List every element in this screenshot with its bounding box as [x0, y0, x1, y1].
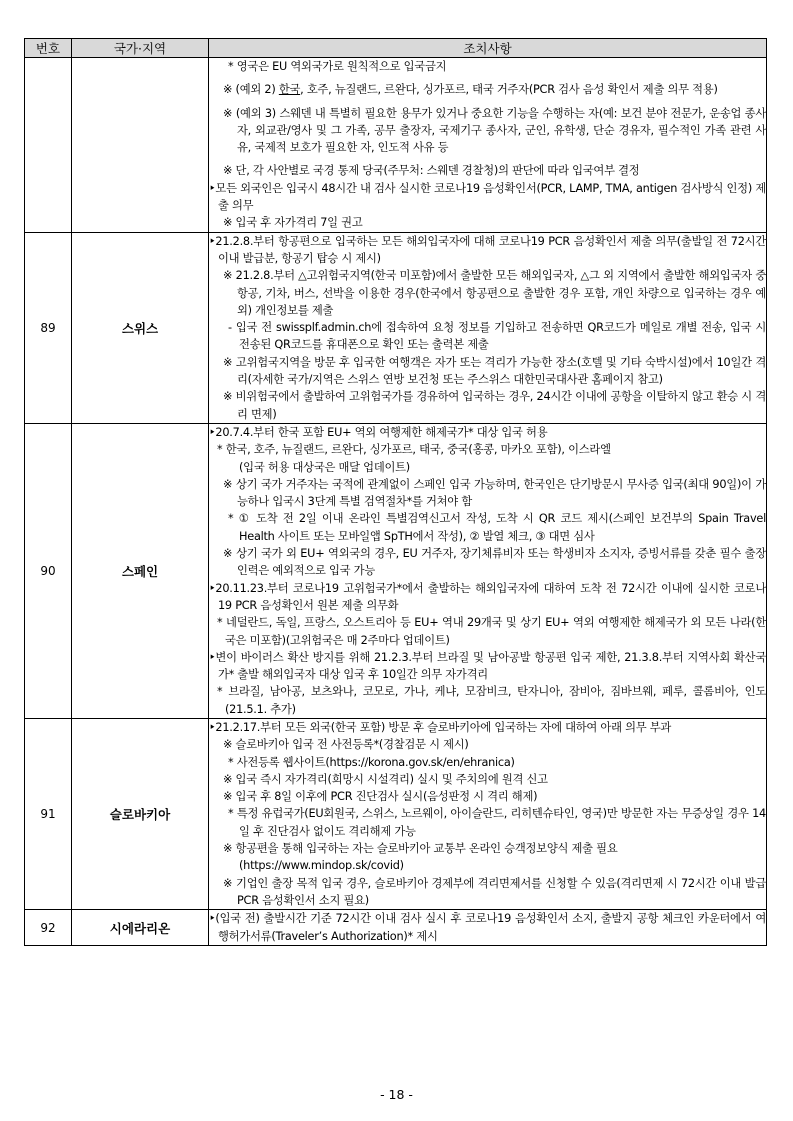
measure-text: ※ (예외 2): [223, 83, 279, 97]
measure-line: ※ 입국 후 8일 이후에 PCR 진단검사 실시(음성판정 시 격리 해제): [223, 790, 538, 804]
row-measures: [209, 718, 767, 909]
measure-line: ※ 21.2.8.부터 △고위험국지역(한국 미포함)에서 출발한 모든 해외입국자, △그 외 지역에서 출발한 해외입국자 중 항공, 기차, 버스, 선박을 이용한 경우(한국에서 항공편으로 출발한 경우 포함, 개인 차량으로 입국하는 경우 예외) 개인정보를 제출: [223, 269, 766, 317]
measure-line: ※ 슬로바키아 입국 전 사전등록*(경찰검문 시 제시): [223, 738, 469, 752]
measure-line: ※ 단, 각 사안별로 국경 통제 당국(주무처: 스웨덴 경찰청)의 판단에 따라 입국여부 결정: [223, 164, 640, 178]
row-number: 91: [25, 718, 72, 909]
row-country-empty: [72, 58, 209, 233]
measure-line: ‣변이 바이러스 확산 방지를 위해 21.2.3.부터 브라질 및 남아공발 항공편 입국 제한, 21.3.8.부터 지역사회 확산국가* 출발 해외입국자 대상 입국 후 10일간 의무 자가격리: [209, 650, 766, 682]
measure-text-underlined: 한국: [278, 83, 301, 97]
measure-text: , 호주, 뉴질랜드, 르완다, 싱가포르, 태국 거주자(PCR 검사 음성 확인서 제출 의무 적용): [300, 83, 718, 97]
row-number: 89: [25, 232, 72, 423]
table-header-row: [25, 39, 767, 58]
table-row: [25, 718, 767, 909]
page-number: - 18 -: [380, 1087, 413, 1102]
measure-line: ※ 기업인 출장 목적 입국 경우, 슬로바키아 경제부에 격리면제서를 신청할 수 있음(격리면제 시 72시간 이내 발급 PCR 음성확인서 소지 필요): [223, 876, 766, 907]
measure-line: ※ 상기 국가 외 EU+ 역외국의 경우, EU 거주자, 장기체류비자 또는 학생비자 소지자, 증빙서류를 갖춘 필수 출장인력은 예외적으로 입국 가능: [223, 547, 766, 578]
measure-line: (https://www.mindop.sk/covid): [239, 859, 404, 873]
row-measures: [209, 910, 767, 946]
header-number: 번호: [25, 39, 72, 58]
row-country: 시에라리온: [72, 910, 209, 946]
measure-line: ‣20.11.23.부터 코로나19 고위험국가*에서 출발하는 해외입국자에 대하여 도착 전 72시간 이내에 실시한 코로나19 PCR 음성확인서 원본 제출 의무화: [209, 581, 766, 612]
measure-line: ‣모든 외국인은 입국시 48시간 내 검사 실시한 코로나19 음성확인서(PCR, LAMP, TMA, antigen 검사방식 인정) 제출 의무: [209, 181, 766, 213]
measure-line: ※ 입국 즉시 자가격리(희망시 시설격리) 실시 및 주치의에 원격 신고: [223, 772, 548, 786]
measure-line: * 네덜란드, 독일, 프랑스, 오스트리아 등 EU+ 역내 29개국 및 상기 EU+ 역외 여행제한 해제국가 외 모든 나라(한국은 미포함)(고위험국은 매 2주마다 업데이트): [217, 616, 766, 647]
measure-line: * ① 도착 전 2일 이내 온라인 특별검역신고서 작성, 도착 시 QR 코드 제시(스페인 보건부의 Spain Travel Health 사이트 또는 모바일앱 SpTH에서 작성), ② 발열 체크, ③ 대면 심사: [228, 512, 766, 543]
header-region: 국가·지역: [72, 39, 209, 58]
row-measures: [209, 423, 767, 718]
row-number: 92: [25, 910, 72, 946]
measure-line: * 특정 유럽국가(EU회원국, 스위스, 노르웨이, 아이슬란드, 리히텐슈타인, 영국)만 방문한 자는 무증상일 경우 14일 후 진단검사 없이도 격리해제 가능: [228, 807, 766, 838]
table-row: [25, 423, 767, 718]
measure-line: - 입국 전 swissplf.admin.ch에 접속하여 요청 정보를 기입하고 전송하면 QR코드가 메일로 개별 전송, 입국 시 전송된 QR코드를 휴대폰으로 확인 또는 출력본 제출: [228, 321, 766, 352]
measure-line: ‣(입국 전) 출발시간 기준 72시간 이내 검사 실시 후 코로나19 음성확인서 소지, 출발지 공항 체크인 카운터에서 여행허가서류(Traveler’s Authorization)* 제시: [209, 912, 766, 943]
row-number-empty: [25, 58, 72, 233]
measure-line: ※ 상기 국가 거주자는 국적에 관계없이 스페인 입국 가능하며, 한국인은 단기방문시 무사증 입국(최대 90일)이 가능하나 입국시 3단계 특별 검역절차*를 거쳐야 함: [223, 477, 766, 509]
header-measures: 조치사항: [209, 39, 767, 58]
row-measures: [209, 232, 767, 423]
measure-line: ※ 고위험국지역을 방문 후 입국한 여행객은 자가 또는 격리가 가능한 장소(호텔 및 기타 숙박시설)에서 10일간 격리(자세한 국가/지역은 스위스 연방 보건청 또는 주스위스 대한민국대사관 홈페이지 참고): [223, 355, 766, 387]
measure-line: * 사전등록 웹사이트(https://korona.gov.sk/en/ehranica): [228, 755, 515, 769]
row-measures: [209, 58, 767, 233]
measure-line: * 한국, 호주, 뉴질랜드, 르완다, 싱가포르, 태국, 중국(홍콩, 마카오 포함), 이스라엘: [217, 443, 611, 457]
measure-line: * 영국은 EU 역외국가로 원칙적으로 입국금지: [228, 60, 447, 73]
row-country: 스위스: [72, 232, 209, 423]
row-number: 90: [25, 423, 72, 718]
measure-line: ※ (예외 3) 스웨덴 내 특별히 필요한 용무가 있거나 중요한 기능을 수행하는 자(예: 보건 분야 전문가, 운송업 종사자, 외교관/영사 및 그 가족, 공무 출장자, 국제기구 종사자, 군인, 유학생, 단순 경유자, 필수적인 가족 관련 사유, 국제적 보호가 필요한 자, 인도적 사유 등: [223, 106, 766, 155]
measures-table: [24, 38, 767, 946]
measure-line: [209, 81, 766, 98]
table-row-continued: [25, 58, 767, 233]
measure-line: ※ 항공편을 통해 입국하는 자는 슬로바키아 교통부 온라인 승객정보양식 제출 필요: [223, 842, 618, 856]
measure-line: ※ 비위험국에서 출발하여 고위험국가를 경유하여 입국하는 경우, 24시간 이내에 공항을 이탈하지 않고 환승 시 격리 면제): [223, 390, 766, 421]
measure-line: (입국 허용 대상국은 매달 업데이트): [239, 460, 410, 474]
table-row: [25, 910, 767, 946]
measure-line: ‣21.2.17.부터 모든 외국(한국 포함) 방문 후 슬로바키아에 입국하는 자에 대하여 아래 의무 부과: [209, 720, 672, 734]
measure-line: ※ 입국 후 자가격리 7일 권고: [223, 216, 363, 230]
measure-line: ‣20.7.4.부터 한국 포함 EU+ 역외 여행제한 해제국가* 대상 입국 허용: [209, 425, 548, 439]
measure-line: ‣21.2.8.부터 항공편으로 입국하는 모든 해외입국자에 대해 코로나19 PCR 음성확인서 제출 의무(출발일 전 72시간 이내 발급분, 항공기 탑승 시 제시): [209, 234, 766, 265]
measure-line: * 브라질, 남아공, 보츠와나, 코모로, 가나, 케냐, 모잠비크, 탄자니아, 잠비아, 짐바브웨, 페루, 콜롬비아, 인도(21.5.1. 추가): [217, 685, 766, 716]
table-row: [25, 232, 767, 423]
row-country: 스페인: [72, 423, 209, 718]
row-country: 슬로바키아: [72, 718, 209, 909]
